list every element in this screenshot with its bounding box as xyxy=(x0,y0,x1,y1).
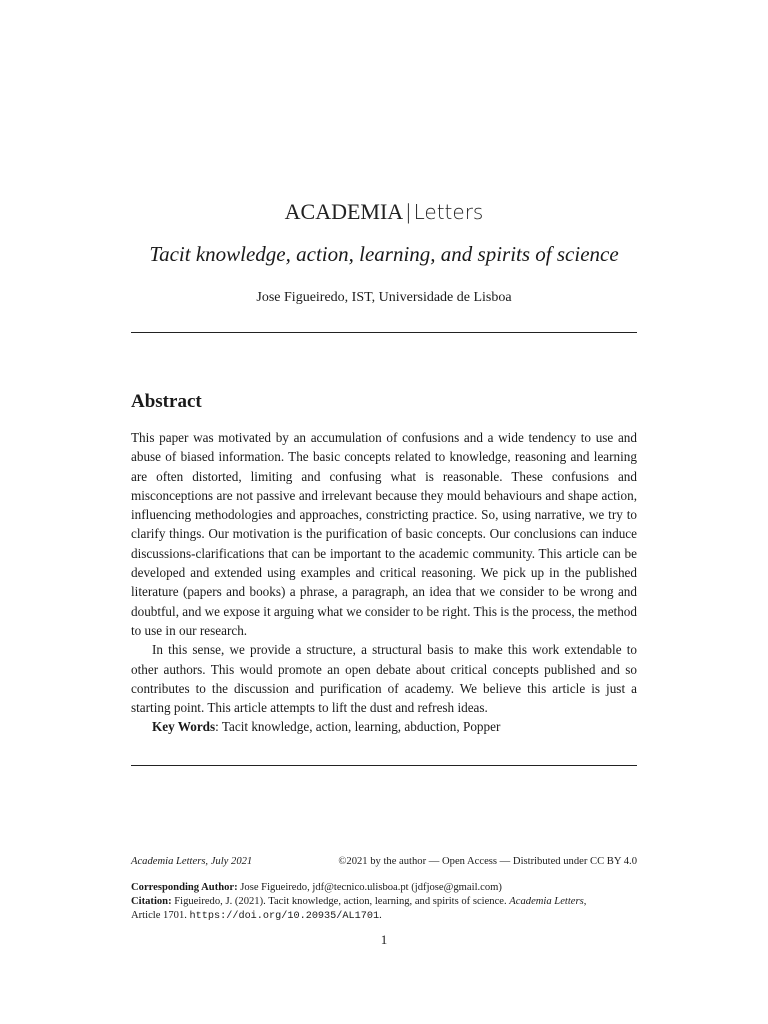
citation-suffix: , xyxy=(583,896,587,907)
citation-end: . xyxy=(379,910,382,921)
brand-separator: | xyxy=(406,199,411,224)
top-divider xyxy=(131,332,637,333)
abstract-body xyxy=(131,428,637,737)
keywords-line xyxy=(131,717,637,736)
footer-journal: Academia Letters, July 2021 xyxy=(131,856,253,867)
author-line: Jose Figueiredo, IST, Universidade de Lisboa xyxy=(256,290,512,305)
corresponding-author xyxy=(131,881,637,895)
keywords-text: : Tacit knowledge, action, learning, abduction, Popper xyxy=(215,719,501,735)
keywords-label: Key Words xyxy=(152,719,216,735)
brand-section: Letters xyxy=(413,200,484,224)
citation xyxy=(131,895,637,909)
journal-brand xyxy=(0,198,768,226)
footer-license: ©2021 by the author — Open Access — Distributed under CC BY 4.0 xyxy=(338,856,637,867)
citation-doi-link[interactable]: https://doi.org/10.20935/AL1701 xyxy=(189,911,380,922)
article-title: Tacit knowledge, action, learning, and spirits of science xyxy=(149,242,619,266)
abstract-heading: Abstract xyxy=(131,391,202,412)
footer-metadata xyxy=(131,881,637,924)
page-number: 1 xyxy=(380,932,388,947)
bottom-divider xyxy=(131,765,637,766)
abstract-paragraph-2: In this sense, we provide a structure, a structural basis to make this work extendable to other authors. This would promote an open debate about critical concepts published and so contributes to the discussion and purification of academy. We believe this article is just a starting point. This article attempts to lift the dust and refresh ideas. xyxy=(131,642,637,716)
brand-name: ACADEMIA xyxy=(284,199,404,224)
corr-text: Jose Figueiredo, jdf@tecnico.ulisboa.pt (jdfjose@gmail.com) xyxy=(237,882,502,893)
citation-journal: Academia Letters xyxy=(509,896,584,907)
citation-label: Citation: xyxy=(131,896,172,907)
abstract-paragraph-1: This paper was motivated by an accumulation of confusions and a wide tendency to use and abuse of biased information. The basic concepts related to knowledge, reasoning and learning are often distorted, limiting and confusing what is reasonable. These confusions and misconceptions are not passive and irrelevant because they mould behaviours and shape action, influencing methodologies and approaches, constricting practice. So, using narrative, we try to clarify things. Our motivation is the purification of basic concepts. Our conclusions can induce discussions-clarifications that can be important to the academic community. This article can be developed and extended using examples and critical reasoning. We pick up in the published literature (papers and books) a phrase, a paragraph, an idea that we consider to be wrong and doubtful, and we expose it arguing what we consider to be right. This is the process, the method to use in our research. xyxy=(131,430,637,638)
corr-label: Corresponding Author: xyxy=(131,882,238,893)
citation-continued xyxy=(131,909,637,924)
citation-text: Figueiredo, J. (2021). Tacit knowledge, action, learning, and spirits of science. xyxy=(171,896,510,907)
citation-article: Article 1701. xyxy=(131,910,190,921)
